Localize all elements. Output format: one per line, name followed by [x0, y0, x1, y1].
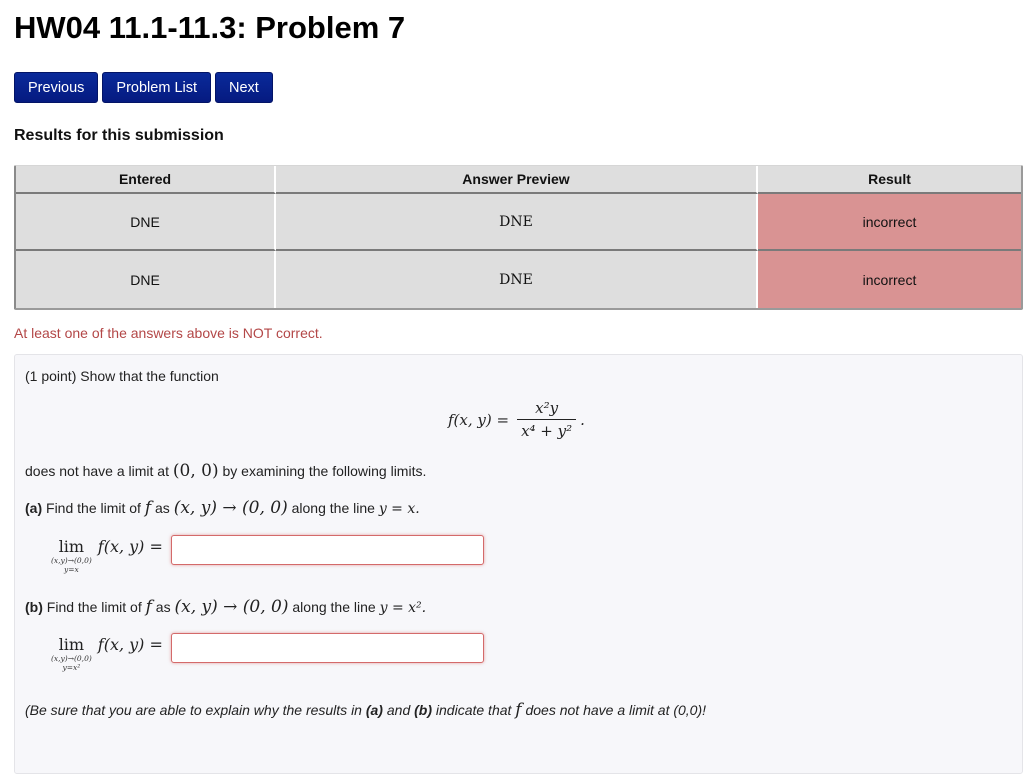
table-row	[16, 251, 1021, 308]
limit-function: f(x, y) =	[97, 635, 163, 654]
lim-subscript-path: y=x	[64, 565, 79, 574]
f-math: f	[145, 597, 152, 617]
statement-text: does not have a limit at	[25, 463, 173, 479]
previous-button[interactable]: Previous	[14, 72, 98, 103]
prompt-text: along the line	[287, 500, 379, 516]
entered-cell: DNE	[16, 251, 276, 308]
limit-function: f(x, y) =	[97, 537, 163, 556]
answer-preview-cell: DNE	[276, 194, 758, 251]
part-b-answer-input[interactable]	[171, 633, 484, 663]
problem-list-button[interactable]: Problem List	[102, 72, 211, 103]
results-heading: Results for this submission	[14, 127, 224, 144]
statement-text: by examining the following limits.	[218, 463, 427, 479]
problem-statement	[25, 461, 426, 481]
note-part-a: (a)	[365, 702, 383, 718]
lim-word: lim	[58, 537, 85, 556]
note-text: and	[382, 702, 415, 718]
lim-subscript-approach: (x,y)→(0,0)	[51, 654, 92, 663]
problem-intro: (1 point) Show that the function	[25, 368, 219, 384]
prompt-text: along the line	[288, 599, 380, 615]
note-text: does not have a limit at (0,0)!	[521, 702, 707, 718]
limit-expression	[51, 538, 92, 574]
fraction-numerator: x²y	[535, 399, 559, 417]
approach-math: (x, y) → (0, 0)	[173, 498, 288, 518]
column-header-result: Result	[758, 166, 1021, 194]
function-lhs: f(x, y) =	[448, 410, 510, 429]
problem-navigation	[14, 72, 273, 103]
note-part-b: (b)	[414, 702, 433, 718]
prompt-text: as	[151, 500, 174, 516]
lim-word: lim	[58, 635, 85, 654]
prompt-text: as	[151, 599, 175, 615]
entered-cell: DNE	[16, 194, 276, 251]
results-table	[14, 165, 1023, 310]
lim-subscript-approach: (x,y)→(0,0)	[51, 556, 92, 565]
limit-expression	[51, 636, 92, 672]
function-period: .	[580, 410, 585, 429]
part-a-answer-row	[51, 538, 484, 574]
lim-subscript-path: y=x²	[62, 663, 81, 672]
function-formula	[448, 399, 585, 440]
page-title: HW04 11.1-11.3: Problem 7	[14, 10, 406, 45]
part-a-prompt	[25, 498, 420, 518]
note-text: indicate that	[432, 702, 516, 718]
f-math: f	[144, 498, 152, 518]
f-math: f	[515, 700, 522, 720]
result-cell: incorrect	[758, 251, 1021, 308]
approach-math: (x, y) → (0, 0)	[174, 597, 289, 617]
prompt-text: Find the limit of	[42, 599, 146, 615]
path-math: y = x.	[378, 501, 420, 517]
point-math: (0, 0)	[172, 461, 219, 481]
result-cell: incorrect	[758, 194, 1021, 251]
column-header-answer-preview: Answer Preview	[276, 166, 758, 194]
problem-body	[14, 354, 1023, 774]
answer-preview-cell: DNE	[276, 251, 758, 308]
note-text: (Be sure that you are able to explain why the results in	[25, 702, 366, 718]
function-fraction	[517, 399, 576, 440]
part-b-prompt	[25, 597, 426, 617]
fraction-denominator: x⁴ + y²	[517, 419, 576, 440]
next-button[interactable]: Next	[215, 72, 273, 103]
part-a-answer-input[interactable]	[171, 535, 484, 565]
path-math: y = x².	[379, 600, 427, 616]
prompt-text: Find the limit of	[42, 500, 145, 516]
part-b-label: (b)	[25, 599, 43, 615]
column-header-entered: Entered	[16, 166, 276, 194]
results-header-row	[16, 166, 1021, 194]
incorrect-warning: At least one of the answers above is NOT correct.	[14, 325, 323, 341]
part-a-label: (a)	[25, 500, 43, 516]
table-row	[16, 194, 1021, 251]
explanation-note	[25, 700, 706, 720]
part-b-answer-row	[51, 636, 484, 672]
